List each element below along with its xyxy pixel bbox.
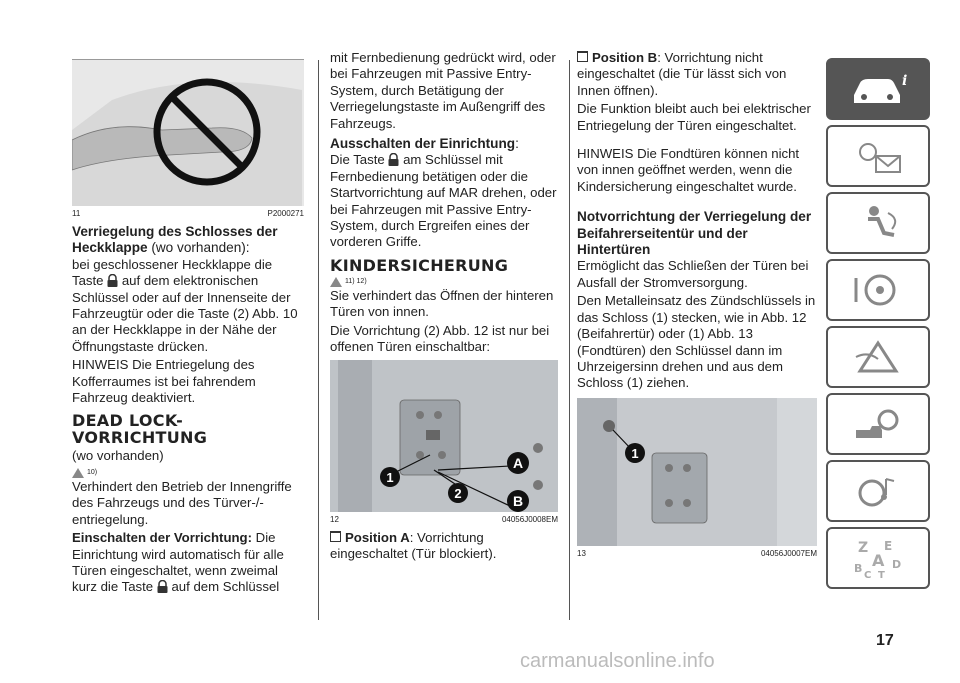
warning-icon <box>330 277 342 287</box>
svg-text:Z: Z <box>858 540 869 556</box>
seat-airbag-icon <box>848 203 908 243</box>
text: Den Metalleinsatz des Zündschlüssels in das Schloss (1) stecken, wie in Abb. 12 (Beifahrertür) oder (1) Abb. 13 (Fondtüren) den Schlüssel dann im Uhrzeigersinn drehen und aus dem Schloss (1) ziehen. <box>577 293 816 391</box>
position-a-label: Position A <box>345 529 410 545</box>
callout-b: B <box>512 492 524 509</box>
svg-text:i: i <box>902 73 908 89</box>
no-hand-on-handle-illustration <box>72 60 304 206</box>
text: bei geschlossener Heckklappe die Taste <box>72 256 273 289</box>
text: Die Einrichtung wird automatisch für alle Türen eingeschaltet, wenn zweimal kurz die Taste <box>72 530 284 595</box>
bullet-icon <box>330 531 341 542</box>
text: Die Funktion bleibt auch bei elektrischer Entriegelung der Türen eingeschaltet. <box>577 101 811 133</box>
tab-driving[interactable] <box>826 259 930 321</box>
text: Verhindert den Betrieb der Innengriffe des Fahrzeugs und des Türver-/-entriegelung. <box>72 478 292 527</box>
steering-icon <box>848 270 908 310</box>
text: Die Vorrichtung (2) Abb. 12 ist nur bei offenen Türen einschaltbar: <box>330 322 550 355</box>
media-settings-icon <box>848 471 908 511</box>
callout-1: 1 <box>631 445 639 461</box>
column-1 <box>72 60 304 598</box>
text: : Vorrichtung eingeschaltet (Tür blockiert). <box>330 529 497 561</box>
service-gears-icon <box>848 404 908 444</box>
heading-dead-lock: DEAD LOCK-VORRICHTUNG <box>72 411 208 448</box>
svg-text:D: D <box>892 558 902 571</box>
tab-safety[interactable] <box>826 192 930 254</box>
callout-2: 2 <box>454 485 462 501</box>
text: Sie verhindert das Öffnen der hinteren Türen von innen. <box>330 287 554 320</box>
tab-emergency[interactable] <box>826 326 930 388</box>
door-child-lock-illustration <box>330 360 558 512</box>
heading-einschalten: Einschalten der Vorrichtung: <box>72 530 253 546</box>
hinweis: HINWEIS Die Fondtüren können nicht von innen geöffnet werden, wenn die Kindersicherung eingeschaltet wurde. <box>577 146 800 194</box>
text: am Schlüssel mit Fernbedienung betätigen oder die Startvorrichtung auf MAR drehen, oder bei Fahrzeugen mit Passive Entry-System, durch Ergreifen eines der vorderen Griffe. <box>330 152 557 250</box>
text: Die Taste <box>330 152 389 168</box>
text: Ermöglicht das Schließen der Türen bei Ausfall der Stromversorgung. <box>577 258 809 290</box>
svg-text:A: A <box>872 551 885 570</box>
page-number: 17 <box>876 632 894 649</box>
rear-door-lock-illustration <box>577 398 817 546</box>
heading-ausschalten: Ausschalten der Einrichtung <box>330 136 516 152</box>
heading-kindersicherung: KINDERSICHERUNG <box>330 255 509 275</box>
text: mit Fernbedienung gedrückt wird, oder bei Fahrzeugen mit Passive Entry-System, durch Betätigung der Verriegelungstaste im Außengriff des Fahrzeugs. <box>330 50 556 131</box>
svg-text:B: B <box>854 562 863 575</box>
lights-mail-icon <box>848 136 908 176</box>
figure-12 <box>330 360 558 512</box>
fig-12-code: 04056J0008EM <box>501 514 558 524</box>
callout-1: 1 <box>386 469 394 485</box>
fig-11-code: P2000271 <box>267 209 304 218</box>
tab-index[interactable] <box>826 527 930 589</box>
subheading: (wo vorhanden) <box>72 448 164 464</box>
tab-lights[interactable] <box>826 125 930 187</box>
column-3 <box>577 50 817 564</box>
heading-suffix: (wo vorhanden): <box>147 240 250 256</box>
bullet-icon <box>577 51 588 62</box>
column-divider <box>318 60 319 620</box>
warning-ref: 10) <box>87 469 98 477</box>
fig-11-number: 11 <box>72 209 81 218</box>
hinweis: HINWEIS Die Entriegelung des Kofferraumes ist bei fahrendem Fahrzeug deaktiviert. <box>72 357 256 406</box>
fig-13-code: 04056J0007EM <box>760 548 817 558</box>
warning-road-icon <box>848 337 908 377</box>
lock-icon <box>388 153 399 166</box>
heading-suffix: : <box>515 136 519 152</box>
text: : Vorrichtung nicht eingeschaltet (die Tür lässt sich von Innen öffnen). <box>577 50 787 98</box>
text: auf dem Schlüssel <box>167 579 280 595</box>
fig-12-number: 12 <box>330 514 339 524</box>
warning-icon <box>72 468 84 478</box>
watermark: carmanualsonline.info <box>520 650 715 672</box>
figure-11 <box>72 60 304 206</box>
lock-icon <box>157 580 168 593</box>
position-b-label: Position B <box>592 50 658 65</box>
svg-text:T: T <box>878 570 885 580</box>
fig-13-number: 13 <box>577 548 586 558</box>
lock-icon <box>107 274 118 287</box>
svg-text:E: E <box>884 539 893 553</box>
column-divider <box>569 60 570 620</box>
figure-13 <box>577 398 817 546</box>
callout-a: A <box>512 454 524 471</box>
tab-maintenance[interactable] <box>826 393 930 455</box>
tab-vehicle-info[interactable] <box>826 58 930 120</box>
column-2 <box>330 50 558 564</box>
svg-text:C: C <box>864 570 872 580</box>
chapter-tabs <box>826 58 930 594</box>
tab-multimedia[interactable] <box>826 460 930 522</box>
car-info-icon <box>848 71 908 107</box>
heading-heckklappe: Verriegelung des Schlosses der Heckklappe <box>72 224 278 256</box>
heading-notvorrichtung: Notvorrichtung der Verriegelung der Beifahrerseitentür und der Hintertüren <box>577 209 812 258</box>
text: auf dem elektronischen Schlüssel oder auf der Innenseite der Fahrzeugtür oder die Taste (2) Abb. 10 an der Heckklappe in der Nähe der Öffnungstaste drücken. <box>72 273 298 354</box>
alphabet-index-icon <box>848 536 908 580</box>
warning-ref: 11) 12) <box>345 278 367 286</box>
